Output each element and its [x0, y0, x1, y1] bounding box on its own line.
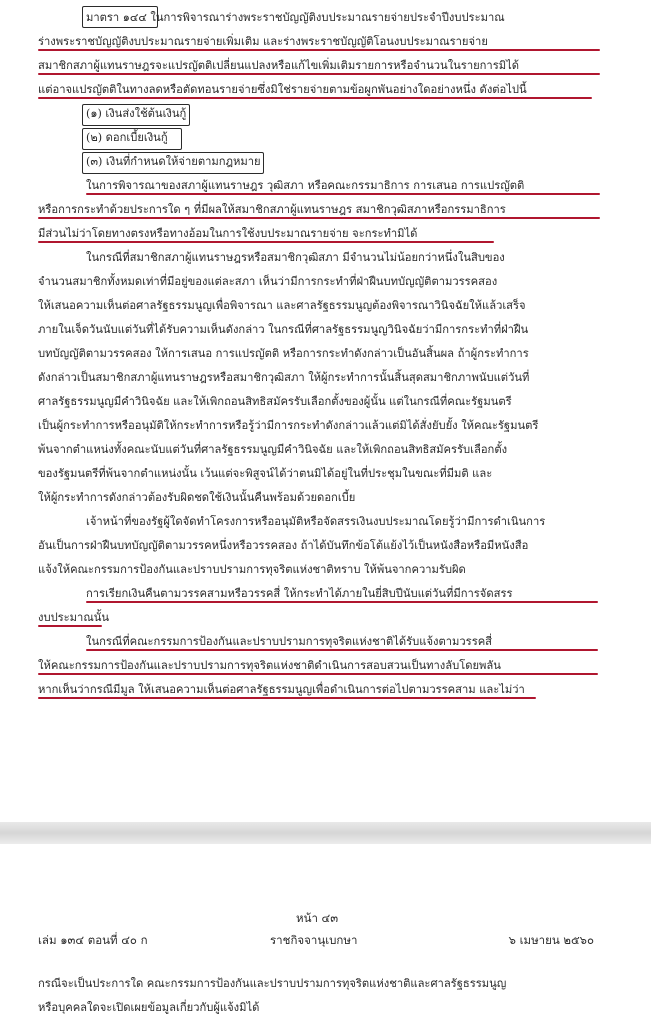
red-underline	[38, 49, 600, 51]
text-line: ภายในเจ็ดวันนับแต่วันที่ได้รับความเห็นดังกล่าว ในกรณีที่ศาลรัฐธรรมนูญวินิจฉัยว่ามีการกระทำที่ฝ่าฝืน	[38, 323, 529, 336]
red-underline	[38, 241, 494, 243]
text-line: กรณีจะเป็นประการใด คณะกรรมการป้องกันและปราบปรามการทุจริตแห่งชาติและศาลรัฐธรรมนูญ	[38, 977, 507, 990]
highlight-box	[82, 152, 264, 174]
text-line: จำนวนสมาชิกทั้งหมดเท่าที่มีอยู่ของแต่ละสภา เห็นว่ามีการกระทำที่ฝ่าฝืนบทบัญญัติตามวรรคสอง	[38, 275, 498, 288]
red-underline	[86, 601, 598, 603]
text-line: พ้นจากตำแหน่งทั้งคณะนับแต่วันที่ศาลรัฐธรรมนูญมีคำวินิจฉัย และให้เพิกถอนสิทธิสมัครรับเลือกตั้ง	[38, 443, 508, 456]
highlight-box	[82, 104, 190, 126]
red-underline	[86, 193, 600, 195]
text-line: ในกรณีที่คณะกรรมการป้องกันและปราบปรามการทุจริตแห่งชาติได้รับแจ้งตามวรรคสี่	[86, 635, 493, 648]
text-line: แต่อาจแปรญัตติในทางลดหรือตัดทอนรายจ่ายซึ่งมิใช่รายจ่ายตามข้อผูกพันอย่างใดอย่างหนึ่ง ดังต่อไปนี้	[38, 83, 527, 96]
page-separator	[0, 822, 651, 844]
text-line: ให้ผู้กระทำการดังกล่าวต้องรับผิดชดใช้เงินนั้นคืนพร้อมด้วยดอกเบี้ย	[38, 491, 356, 504]
text-line: หรือบุคคลใดจะเปิดเผยข้อมูลเกี่ยวกับผู้แจ้งมิได้	[38, 1001, 260, 1014]
text-line: เป็นผู้กระทำการหรืออนุมัติให้กระทำการหรือรู้ว่ามีการกระทำดังกล่าวแล้วแต่มิได้สั่งยับยั้ง ให้คณะรัฐมนตรี	[38, 419, 539, 432]
text-line: แจ้งให้คณะกรรมการป้องกันและปราบปรามการทุจริตแห่งชาติทราบ ให้พ้นจากความรับผิด	[38, 563, 466, 576]
red-underline	[86, 649, 598, 651]
red-underline	[38, 697, 536, 699]
text-line: หากเห็นว่ากรณีมีมูล ให้เสนอความเห็นต่อศาลรัฐธรรมนูญเพื่อดำเนินการต่อไปตามวรรคสาม และไม่ว่า	[38, 683, 525, 696]
text-line: อันเป็นการฝ่าฝืนบทบัญญัติตามวรรคหนึ่งหรือวรรคสอง ถ้าได้บันทึกข้อโต้แย้งไว้เป็นหนังสือหรือมีหนังสือ	[38, 539, 529, 552]
text-line: ร่างพระราชบัญญัติงบประมาณรายจ่ายเพิ่มเติม และร่างพระราชบัญญัติโอนงบประมาณรายจ่าย	[38, 35, 488, 48]
red-underline	[38, 73, 600, 75]
text-line: หรือการกระทำด้วยประการใด ๆ ที่มีผลให้สมาชิกสภาผู้แทนราษฎร สมาชิกวุฒิสภาหรือกรรมาธิการ	[38, 203, 506, 216]
highlight-box	[82, 6, 158, 28]
red-underline	[38, 217, 600, 219]
text-line: ให้คณะกรรมการป้องกันและปราบปรามการทุจริตแห่งชาติดำเนินการสอบสวนเป็นทางลับโดยพลัน	[38, 659, 501, 672]
page-header-number-row	[38, 908, 598, 928]
list-item: (๒) ดอกเบี้ยเงินกู้	[86, 131, 168, 144]
red-underline	[38, 673, 598, 675]
page-header	[38, 930, 598, 950]
highlight-box	[82, 128, 182, 150]
gazette-name: ราชกิจจานุเบกษา	[270, 933, 358, 947]
text-line: บทบัญญัติตามวรรคสอง ให้การเสนอ การแปรญัตติ หรือการกระทำดังกล่าวเป็นอันสิ้นผล ถ้าผู้กระทำการ	[38, 347, 529, 360]
text-line: ให้เสนอความเห็นต่อศาลรัฐธรรมนูญเพื่อพิจารณา และศาลรัฐธรรมนูญต้องพิจารณาวินิจฉัยให้แล้วเสร็จ	[38, 299, 526, 312]
text-line: ของรัฐมนตรีที่พ้นจากตำแหน่งนั้น เว้นแต่จะพิสูจน์ได้ว่าตนมิได้อยู่ในที่ประชุมในขณะที่มีมติ และ	[38, 467, 493, 480]
page-number: หน้า ๔๓	[296, 911, 339, 925]
text-line: ในกรณีที่สมาชิกสภาผู้แทนราษฎรหรือสมาชิกวุฒิสภา มีจำนวนไม่น้อยกว่าหนึ่งในสิบของ	[86, 251, 505, 264]
text-line: ดังกล่าวเป็นสมาชิกสภาผู้แทนราษฎรหรือสมาชิกวุฒิสภา ให้ผู้กระทำการนั้นสิ้นสุดสมาชิกภาพนับแต่วันที่	[38, 371, 530, 384]
text-line: งบประมาณนั้น	[38, 611, 110, 624]
text-line: มาตรา ๑๔๔ ในการพิจารณาร่างพระราชบัญญัติงบประมาณรายจ่ายประจำปีงบประมาณ	[86, 11, 505, 24]
gazette-date: ๖ เมษายน ๒๕๖๐	[508, 933, 594, 947]
text-line: ในการพิจารณาของสภาผู้แทนราษฎร วุฒิสภา หรือคณะกรรมาธิการ การเสนอ การแปรญัตติ	[86, 179, 525, 192]
list-item: (๓) เงินที่กำหนดให้จ่ายตามกฎหมาย	[86, 155, 261, 168]
text-line: ศาลรัฐธรรมนูญมีคำวินิจฉัย และให้เพิกถอนสิทธิสมัครรับเลือกตั้งของผู้นั้น แต่ในกรณีที่คณะรัฐมนตรี	[38, 395, 512, 408]
list-item: (๑) เงินส่งใช้ต้นเงินกู้	[86, 107, 187, 120]
red-underline	[38, 625, 102, 627]
red-underline	[38, 97, 592, 99]
text-line: เจ้าหน้าที่ของรัฐผู้ใดจัดทำโครงการหรืออนุมัติหรือจัดสรรเงินงบประมาณโดยรู้ว่ามีการดำเนินการ	[86, 515, 546, 528]
text-line: การเรียกเงินคืนตามวรรคสามหรือวรรคสี่ ให้กระทำได้ภายในยี่สิบปีนับแต่วันที่มีการจัดสรร	[86, 587, 513, 600]
document-page-bottom	[0, 844, 651, 1024]
text-line: สมาชิกสภาผู้แทนราษฎรจะแปรญัตติเปลี่ยนแปลงหรือแก้ไขเพิ่มเติมรายการหรือจำนวนในรายการมิได้	[38, 59, 519, 72]
text-line: มีส่วนไม่ว่าโดยทางตรงหรือทางอ้อมในการใช้งบประมาณรายจ่าย จะกระทำมิได้	[38, 227, 418, 240]
gazette-volume: เล่ม ๑๓๔ ตอนที่ ๔๐ ก	[38, 933, 148, 947]
